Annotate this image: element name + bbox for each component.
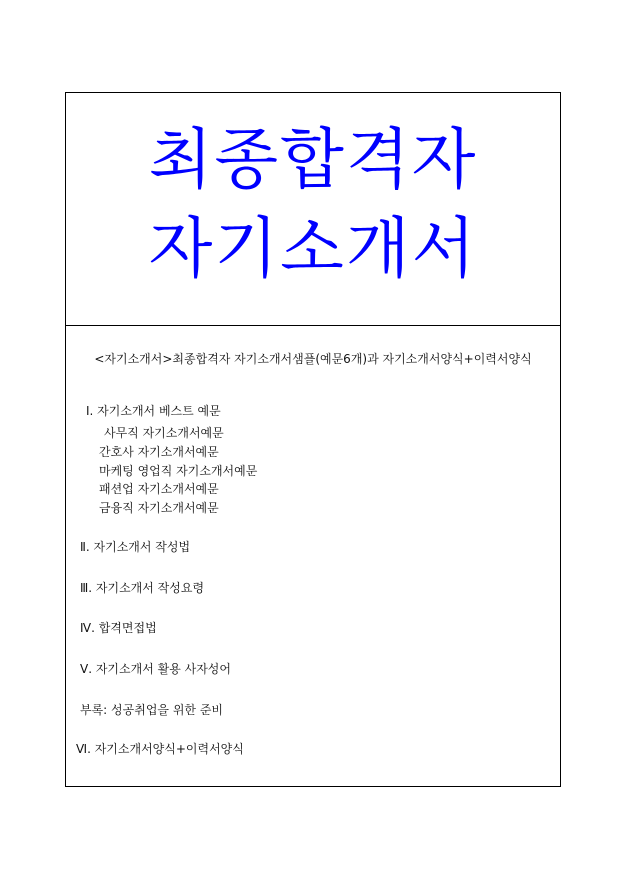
toc-section-4: Ⅳ. 합격면접법	[80, 621, 157, 635]
toc-section-1-item: 패션업 자기소개서예문	[99, 482, 219, 496]
document-frame	[65, 92, 561, 787]
toc-section-6: Ⅵ. 자기소개서양식+이력서양식	[76, 742, 244, 756]
toc-section-1-item: 간호사 자기소개서예문	[99, 445, 219, 459]
toc-section-1-item: 금융직 자기소개서예문	[99, 501, 219, 515]
document-subtitle: <자기소개서>최종합격자 자기소개서샘플(예문6개)과 자기소개서양식+이력서양식	[94, 352, 532, 366]
toc-section-1-item: 마케팅 영업직 자기소개서예문	[99, 464, 258, 478]
title-line-1: 최종합격자	[148, 121, 478, 198]
toc-section-2: Ⅱ. 자기소개서 작성법	[80, 540, 191, 554]
title-box	[66, 93, 560, 326]
toc-section-3: Ⅲ. 자기소개서 작성요령	[80, 581, 205, 595]
toc-appendix: 부록: 성공취업을 위한 준비	[80, 703, 223, 717]
toc-section-5: Ⅴ. 자기소개서 활용 사자성어	[80, 662, 231, 676]
title-line-2: 자기소개서	[148, 210, 478, 287]
toc-section-1-heading: Ⅰ. 자기소개서 베스트 예문	[86, 404, 221, 418]
toc-section-1-item: 사무직 자기소개서예문	[104, 426, 224, 440]
